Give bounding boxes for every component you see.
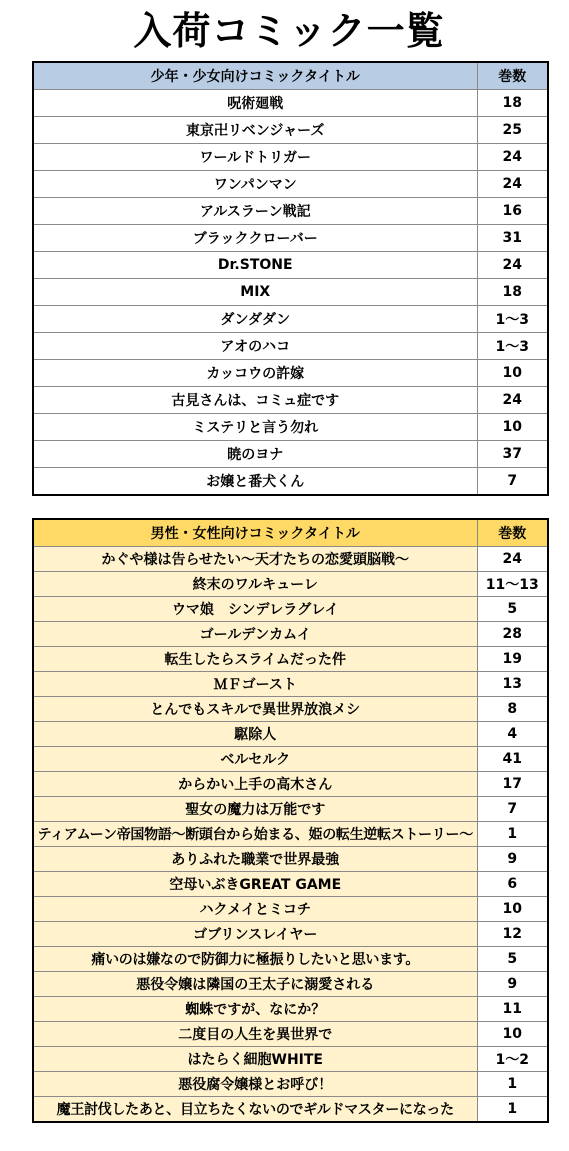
table-row xyxy=(33,997,548,1022)
volume-cell: 5 xyxy=(477,947,548,972)
table-row xyxy=(33,1072,548,1097)
table-row xyxy=(33,414,548,441)
comic-title-cell: 終末のワルキューレ xyxy=(33,572,477,597)
comic-title-cell: ゴールデンカムイ xyxy=(33,622,477,647)
comic-title-cell: 悪役令嬢は隣国の王太子に溺愛される xyxy=(33,972,477,997)
volume-cell: 9 xyxy=(477,972,548,997)
volume-cell: 24 xyxy=(477,252,548,279)
volume-cell: 37 xyxy=(477,441,548,468)
comic-title-cell: ありふれた職業で世界最強 xyxy=(33,847,477,872)
comic-title-cell: 暁のヨナ xyxy=(33,441,477,468)
comic-title-cell: カッコウの許嫁 xyxy=(33,360,477,387)
volume-cell: 18 xyxy=(477,279,548,306)
comic-title-cell: とんでもスキルで異世界放浪メシ xyxy=(33,697,477,722)
comic-title-cell: 東京卍リベンジャーズ xyxy=(33,117,477,144)
comic-title-cell: ワンパンマン xyxy=(33,171,477,198)
table-row xyxy=(33,279,548,306)
table-row xyxy=(33,622,548,647)
volume-cell: 6 xyxy=(477,872,548,897)
volume-cell: 1 xyxy=(477,1097,548,1123)
table-row xyxy=(33,252,548,279)
comic-title-cell: 聖女の魔力は万能です xyxy=(33,797,477,822)
table-row xyxy=(33,1097,548,1123)
table-row xyxy=(33,198,548,225)
column-header-volume: 巻数 xyxy=(477,519,548,547)
column-header-title: 男性・女性向けコミックタイトル xyxy=(33,519,477,547)
comic-title-cell: ミステリと言う勿れ xyxy=(33,414,477,441)
volume-cell: 11 xyxy=(477,997,548,1022)
table-row xyxy=(33,225,548,252)
volume-cell: 4 xyxy=(477,722,548,747)
comic-title-cell: 呪術廻戦 xyxy=(33,90,477,117)
volume-cell: 41 xyxy=(477,747,548,772)
comic-title-cell: アルスラーン戦記 xyxy=(33,198,477,225)
table-row xyxy=(33,947,548,972)
comic-title-cell: ＭＦゴースト xyxy=(33,672,477,697)
comic-title-cell: アオのハコ xyxy=(33,333,477,360)
table-row xyxy=(33,647,548,672)
comic-title-cell: かぐや様は告らせたい～天才たちの恋愛頭脳戦～ xyxy=(33,547,477,572)
volume-cell: 13 xyxy=(477,672,548,697)
volume-cell: 18 xyxy=(477,90,548,117)
table-row xyxy=(33,597,548,622)
volume-cell: 1～2 xyxy=(477,1047,548,1072)
volume-cell: 24 xyxy=(477,171,548,198)
comic-title-cell: はたらく細胞WHITE xyxy=(33,1047,477,1072)
table-row xyxy=(33,897,548,922)
volume-cell: 8 xyxy=(477,697,548,722)
table-row xyxy=(33,1022,548,1047)
comic-title-cell: 痛いのは嫌なので防御力に極振りしたいと思います。 xyxy=(33,947,477,972)
volume-cell: 10 xyxy=(477,414,548,441)
comic-title-cell: 古見さんは、コミュ症です xyxy=(33,387,477,414)
table-row xyxy=(33,387,548,414)
comic-title-cell: 蜘蛛ですが、なにか？ xyxy=(33,997,477,1022)
comic-title-cell: ベルセルク xyxy=(33,747,477,772)
table-row xyxy=(33,872,548,897)
volume-cell: 16 xyxy=(477,198,548,225)
comic-title-cell: ゴブリンスレイヤー xyxy=(33,922,477,947)
volume-cell: 24 xyxy=(477,387,548,414)
volume-cell: 19 xyxy=(477,647,548,672)
volume-cell: 7 xyxy=(477,797,548,822)
table-row xyxy=(33,572,548,597)
comic-title-cell: ティアムーン帝国物語～断頭台から始まる、姫の転生逆転ストーリー～ xyxy=(33,822,477,847)
comic-title-cell: ウマ娘 シンデレラグレイ xyxy=(33,597,477,622)
table-row xyxy=(33,847,548,872)
table-row xyxy=(33,306,548,333)
table-row xyxy=(33,468,548,496)
comic-title-cell: からかい上手の高木さん xyxy=(33,772,477,797)
comic-title-cell: 転生したらスライムだった件 xyxy=(33,647,477,672)
volume-cell: 5 xyxy=(477,597,548,622)
volume-cell: 1 xyxy=(477,822,548,847)
volume-cell: 1～3 xyxy=(477,306,548,333)
volume-cell: 11～13 xyxy=(477,572,548,597)
table-row xyxy=(33,697,548,722)
table-row xyxy=(33,333,548,360)
table-row xyxy=(33,747,548,772)
comic-title-cell: ブラッククローバー xyxy=(33,225,477,252)
comic-title-cell: ダンダダン xyxy=(33,306,477,333)
column-header-volume: 巻数 xyxy=(477,62,548,90)
table-row xyxy=(33,1047,548,1072)
comic-title-cell: 二度目の人生を異世界で xyxy=(33,1022,477,1047)
table-row xyxy=(33,797,548,822)
volume-cell: 10 xyxy=(477,897,548,922)
shonen-shojo-comic-table xyxy=(32,61,549,496)
volume-cell: 9 xyxy=(477,847,548,872)
volume-cell: 17 xyxy=(477,772,548,797)
table-row xyxy=(33,972,548,997)
comic-title-cell: ワールドトリガー xyxy=(33,144,477,171)
comic-title-cell: ハクメイとミコチ xyxy=(33,897,477,922)
volume-cell: 28 xyxy=(477,622,548,647)
comic-title-cell: 魔王討伐したあと、目立ちたくないのでギルドマスターになった xyxy=(33,1097,477,1123)
table-row xyxy=(33,722,548,747)
comic-title-cell: お嬢と番犬くん xyxy=(33,468,477,496)
volume-cell: 10 xyxy=(477,360,548,387)
volume-cell: 25 xyxy=(477,117,548,144)
table-row xyxy=(33,822,548,847)
volume-cell: 24 xyxy=(477,144,548,171)
page-title: 入荷コミック一覧 xyxy=(133,9,445,53)
table-row xyxy=(33,772,548,797)
volume-cell: 10 xyxy=(477,1022,548,1047)
comic-title-cell: Dr.STONE xyxy=(33,252,477,279)
table-row xyxy=(33,144,548,171)
comic-title-cell: 悪役腐令嬢様とお呼び！ xyxy=(33,1072,477,1097)
table-row xyxy=(33,360,548,387)
volume-cell: 7 xyxy=(477,468,548,496)
volume-cell: 31 xyxy=(477,225,548,252)
table-row xyxy=(33,171,548,198)
table-row xyxy=(33,672,548,697)
comic-title-cell: 駆除人 xyxy=(33,722,477,747)
table-row xyxy=(33,90,548,117)
table-header-row xyxy=(33,519,548,547)
comic-title-cell: MIX xyxy=(33,279,477,306)
column-header-title: 少年・少女向けコミックタイトル xyxy=(33,62,477,90)
volume-cell: 1 xyxy=(477,1072,548,1097)
table-row xyxy=(33,922,548,947)
table-header-row xyxy=(33,62,548,90)
table-row xyxy=(33,117,548,144)
volume-cell: 24 xyxy=(477,547,548,572)
adult-comic-table xyxy=(32,518,549,1123)
comic-title-cell: 空母いぶきGREAT GAME xyxy=(33,872,477,897)
volume-cell: 12 xyxy=(477,922,548,947)
table-row xyxy=(33,441,548,468)
volume-cell: 1～3 xyxy=(477,333,548,360)
table-row xyxy=(33,547,548,572)
